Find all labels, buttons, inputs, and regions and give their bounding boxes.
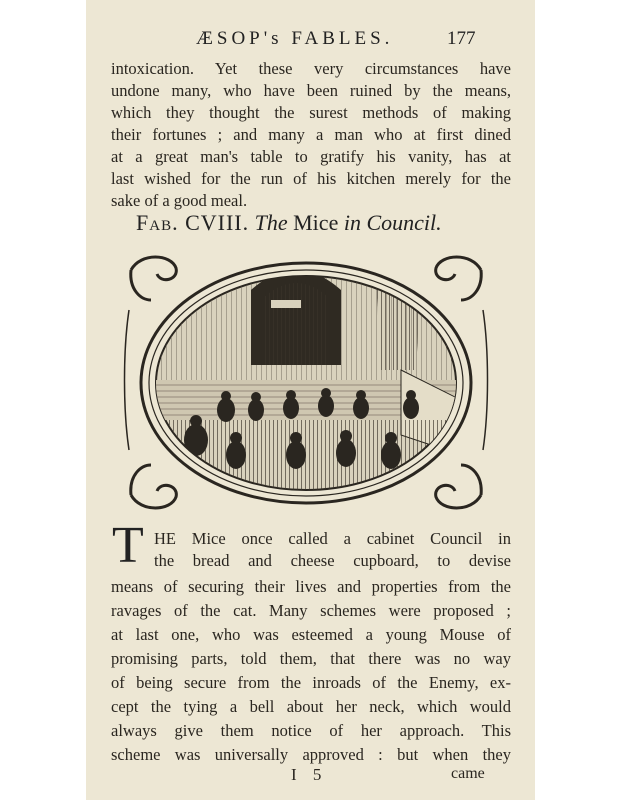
fable-title-the: The — [254, 210, 288, 235]
page-number: 177 — [447, 28, 476, 49]
text-line: always give them notice of her approach. This — [111, 721, 511, 740]
text-line: the bread and cheese cupboard, to devise — [154, 551, 511, 570]
fable-title-in-council: in Council. — [343, 210, 442, 235]
text-line: HE Mice once called a cabinet Council in — [154, 529, 511, 548]
text-line: ravages of the cat. Many schemes were proposed ; — [111, 601, 511, 620]
text-line: undone many, who have been ruined by the means, — [111, 81, 511, 100]
text-line: sake of a good meal. — [111, 191, 248, 210]
fable-heading — [136, 210, 496, 236]
running-head — [86, 28, 535, 50]
text-line: intoxication. Yet these very circumstances have — [111, 59, 511, 78]
signature-mark: I 5 — [291, 765, 328, 784]
text-line: means of securing their lives and properties from the — [111, 577, 511, 596]
text-line: at last one, who was esteemed a young Mouse of — [111, 625, 511, 644]
fable-number: Fab. CVIII. — [136, 210, 250, 235]
text-line: of being secure from the inroads of the Enemy, ex- — [111, 673, 511, 692]
book-page — [86, 0, 535, 800]
text-line: cept the tying a bell about her neck, which would — [111, 697, 511, 716]
running-head-title: ÆSOP's FABLES. — [196, 28, 394, 49]
fable-title-mice: Mice — [293, 210, 339, 235]
catchword: came — [451, 765, 485, 782]
text-line: promising parts, told them, that there was no way — [111, 649, 511, 668]
drop-cap: T — [112, 517, 144, 574]
text-line: at a great man's table to gratify his vanity, has at — [111, 147, 511, 166]
text-line: last wished for the run of his kitchen merely for the — [111, 169, 511, 188]
text-line: their fortunes ; and many a man who at first dined — [111, 125, 511, 144]
text-line: scheme was universally approved : but when they — [111, 745, 511, 764]
text-line: which they thought the surest methods of making — [111, 103, 511, 122]
mice-in-council-woodcut — [121, 250, 491, 515]
